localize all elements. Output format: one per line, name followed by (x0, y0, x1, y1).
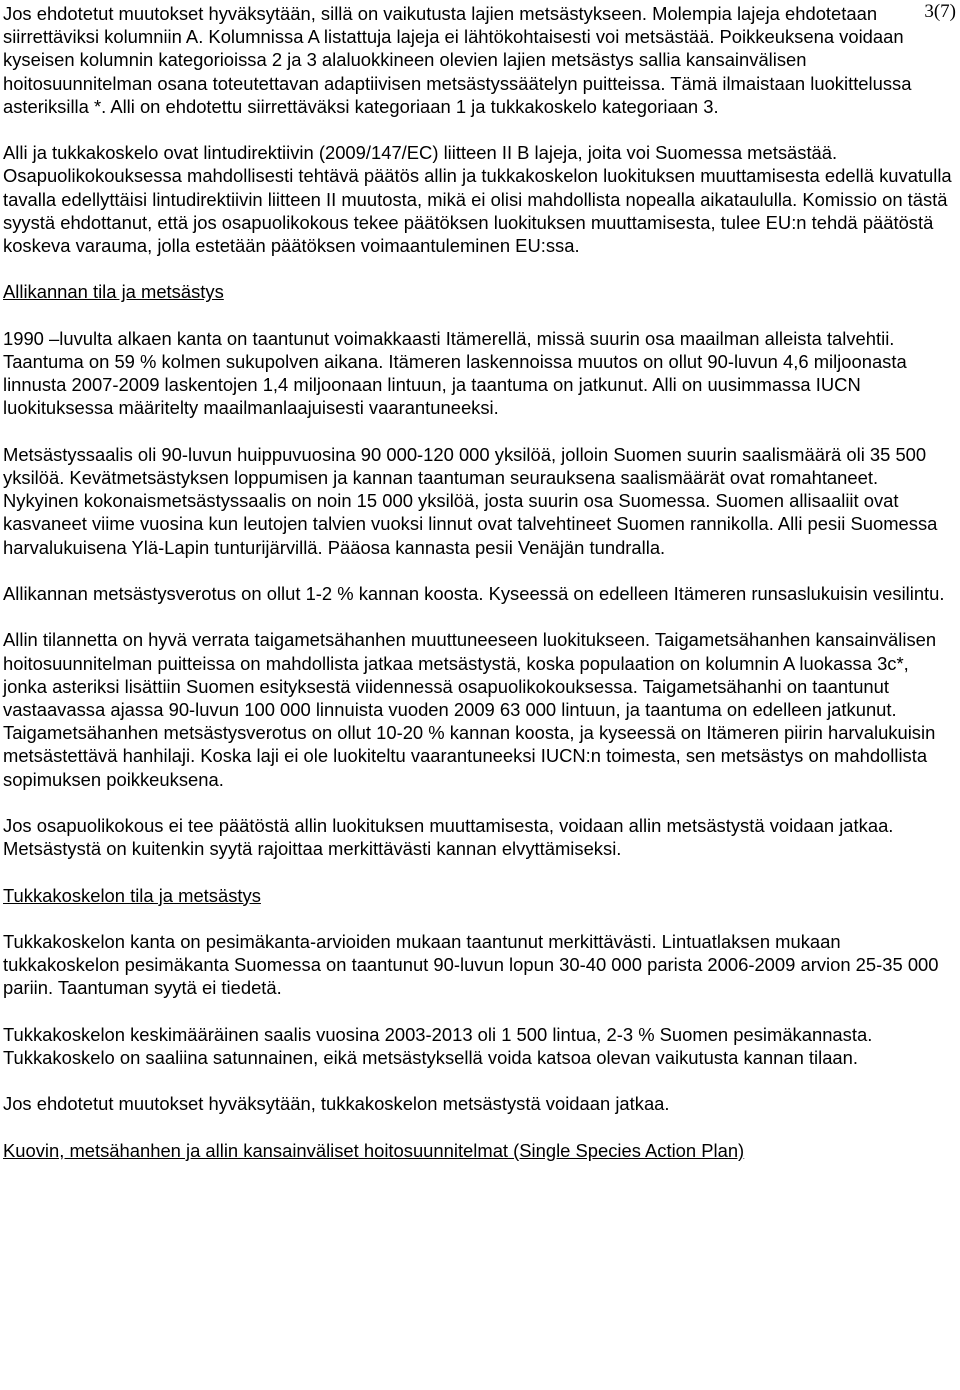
paragraph-merganser-population: Tukkakoskelon kanta on pesimäkanta-arvioiden mukaan taantunut merkittävästi. Lintuatlaksen mukaan tukkakoskelon pesimäkanta Suomessa on taantunut 90-luvun lopun 30-40 000 parista 2006-2009 arvion 25-35 000 pariin. Taantuman syytä ei tiedetä. (3, 930, 939, 999)
document-body (3, 2, 955, 1162)
page-number: 3(7) (924, 1, 956, 22)
heading-long-tailed-duck-status: Allikannan tila ja metsästys (3, 281, 224, 303)
paragraph-merganser-bag: Tukkakoskelon keskimääräinen saalis vuosina 2003-2013 oli 1 500 lintua, 2-3 % Suomen pesimäkannasta. Tukkakoskelo on saaliina satunnainen, eikä metsästyksellä voida katsoa olevan vaikutusta kannan tilaan. (3, 1023, 873, 1068)
paragraph-merganser-conclusion: Jos ehdotetut muutokset hyväksytään, tukkakoskelon metsästystä voidaan jatkaa. (3, 1093, 670, 1115)
paragraph-bird-directive: Alli ja tukkakoskelo ovat lintudirektiivin (2009/147/EC) liitteen II B lajeja, joita voi Suomessa metsästää. Osapuolikokouksessa mahdollisesti tehtävä päätös allin ja tukkakoskelon luokituksen muuttamisesta edellä kuvatulla tavalla edellyttäisi lintudirektiivin liitteen II muutosta, mikä ei olisi mahdollista nopealla aikataululla. Komissio on tästä syystä ehdottanut, että jos osapuolikokous tekee päätöksen luokituksen muuttamisesta, tulee EU:n tehdä päätöstä koskeva varauma, jolla estetään päätöksen voimaantuleminen EU:ssa. (3, 142, 952, 257)
paragraph-hunting-bag: Metsästyssaalis oli 90-luvun huippuvuosina 90 000-120 000 yksilöä, jolloin Suomen suurin saalismäärä oli 35 500 yksilöä. Kevätmetsästyksen loppumisen ja kannan taantuman seurauksena saalismäärät ovat romahtaneet. Nykyinen kokonaismetsästyssaalis on noin 15 000 yksilöä, josta suurin osa Suomessa. Suomen allisaaliit ovat kasvaneet viime vuosina kun leutojen talvien vuoksi linnut ovat talvehtineet Suomen rannikolla. Alli pesii Suomessa harvalukuisena Ylä-Lapin tunturijärvillä. Pääosa kannasta pesii Venäjän tundralla. (3, 443, 938, 558)
paragraph-hunting-rate: Allikannan metsästysverotus on ollut 1-2 % kannan koosta. Kyseessä on edelleen Itämeren runsaslukuisin vesilintu. (3, 583, 945, 604)
heading-merganser-status: Tukkakoskelon tila ja metsästys (3, 884, 261, 906)
paragraph-no-decision: Jos osapuolikokous ei tee päätöstä allin luokituksen muuttamisesta, voidaan allin metsästystä voidaan jatkaa. Metsästystä on kuitenkin syytä rajoittaa merkittävästi kannan elvyttämiseksi. (3, 815, 894, 860)
paragraph-proposal-effects: Jos ehdotetut muutokset hyväksytään, sillä on vaikutusta lajien metsästykseen. Molempia lajeja ehdotetaan siirrettäviksi kolumniin A. Kolumnissa A listattuja lajeja ei lähtökohtaisesti voi metsästää. Poikkeuksena voidaan kyseisen kolumnin kategorioissa 2 ja 3 alaluokkineen olevien lajien metsästys sallia kansainvälisen hoitosuunnitelman osana toteutettavan adaptiivisen metsästyssäätelyn puitteissa. Tämä ilmaistaan luokittelussa asteriksilla *. Alli on ehdotettu siirrettäväksi kategoriaan 1 ja tukkakoskelo kategoriaan 3. (3, 3, 912, 117)
paragraph-population-decline: 1990 –luvulta alkaen kanta on taantunut voimakkaasti Itämerellä, missä suurin osa maailman alleista talvehtii. Taantuma on 59 % kolmen sukupolven aikana. Itämeren laskennoissa muutos on ollut 90-luvun 4,6 miljoonasta linnusta 2007-2009 laskentojen 1,4 miljoonaan lintuun, ja taantuma on jatkunut. Alli on uusimmassa IUCN luokituksessa määritelty maailmanlaajuisesti vaarantuneeksi. (3, 327, 907, 419)
paragraph-taiga-bean-goose-comparison: Allin tilannetta on hyvä verrata taigametsähanhen muuttuneeseen luokitukseen. Taigametsähanhen kansainvälisen hoitosuunnitelman puitteissa on mahdollista jatkaa metsästystä, koska populaation on kolumnin A luokassa 3c*, jonka asteriksi lisättiin Suomen esityksestä viidennessä osapuolikokouksessa. Taigametsähanhi on taantunut vastaavassa ajassa 90-luvun 100 000 linnuista vuoden 2009 63 000 lintuun, ja taantuma on edelleen jatkunut. Taigametsähanhen metsästysverotus on ollut 10-20 % kannan koosta, ja kyseessä on Itämeren piirin harvalukuisin metsästettävä hanhilaji. Koska laji ei ole luokiteltu vaarantuneeksi IUCN:n toimesta, sen metsästys on mahdollista sopimuksen poikkeuksena. (3, 629, 937, 790)
heading-action-plans: Kuovin, metsähanhen ja allin kansainväliset hoitosuunnitelmat (Single Species Action Plan) (3, 1139, 745, 1161)
